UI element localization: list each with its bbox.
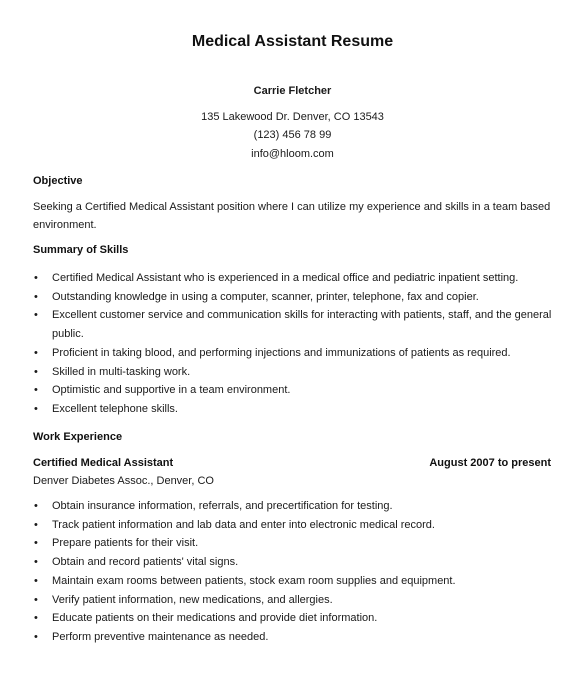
list-item	[33, 381, 553, 400]
list-item-text: Optimistic and supportive in a team environment.	[52, 384, 291, 397]
bullet-icon: •	[34, 500, 38, 512]
bullet-icon: •	[34, 384, 38, 397]
job-title: Certified Medical Assistant	[33, 457, 174, 469]
bullet-icon: •	[34, 346, 38, 359]
list-item	[33, 344, 553, 363]
list-item	[33, 516, 553, 535]
bullet-icon: •	[34, 365, 38, 378]
list-item	[33, 572, 553, 591]
skills-heading: Summary of Skills	[33, 244, 129, 256]
list-item	[33, 497, 553, 516]
list-item-text: Proficient in taking blood, and performing injections and immunizations of patients as required.	[52, 346, 511, 359]
list-item	[33, 628, 553, 647]
document-title: Medical Assistant Resume	[191, 33, 394, 50]
experience-list	[33, 497, 553, 647]
bullet-icon: •	[34, 593, 38, 606]
list-item	[33, 609, 553, 628]
contact-address: 135 Lakewood Dr. Denver, CO 13543	[201, 111, 384, 123]
list-item	[33, 534, 553, 553]
list-item-text: Skilled in multi-tasking work.	[52, 365, 191, 378]
list-item-text: Maintain exam rooms between patients, stock exam room supplies and equipment.	[52, 574, 456, 587]
list-item	[33, 269, 553, 288]
contact-phone: (123) 456 78 99	[253, 129, 332, 141]
company-name: Denver Diabetes Assoc., Denver, CO	[33, 475, 214, 487]
list-item-text: Outstanding knowledge in using a computer, scanner, printer, telephone, fax and copier.	[52, 290, 479, 303]
list-item-text: Perform preventive maintenance as needed.	[52, 630, 269, 643]
list-item-text: Prepare patients for their visit.	[52, 537, 199, 550]
list-item	[33, 363, 553, 382]
list-item	[33, 591, 553, 610]
list-item-text: Excellent customer service and communication skills for interacting with patients, staff, and the general public.	[52, 309, 552, 341]
bullet-icon: •	[34, 290, 38, 303]
bullet-icon: •	[34, 402, 38, 415]
experience-heading: Work Experience	[33, 431, 123, 443]
list-item	[33, 553, 553, 572]
list-item-text: Obtain insurance information, referrals, and precertification for testing.	[52, 500, 393, 512]
objective-text: Seeking a Certified Medical Assistant position where I can utilize my experience and skills in a team based environment.	[33, 201, 551, 231]
bullet-icon: •	[34, 574, 38, 587]
list-item-text: Obtain and record patients' vital signs.	[52, 556, 239, 569]
list-item-text: Track patient information and lab data and enter into electronic medical record.	[52, 518, 435, 531]
contact-email: info@hloom.com	[251, 148, 334, 160]
list-item	[33, 400, 553, 419]
bullet-icon: •	[34, 309, 38, 322]
list-item-text: Excellent telephone skills.	[52, 402, 178, 415]
bullet-icon: •	[34, 612, 38, 625]
bullet-icon: •	[34, 518, 38, 531]
job-dates: August 2007 to present	[429, 457, 551, 469]
list-item-text: Educate patients on their medications and provide diet information.	[52, 612, 378, 625]
bullet-icon: •	[34, 272, 38, 284]
contact-name: Carrie Fletcher	[253, 85, 332, 97]
list-item-text: Certified Medical Assistant who is experienced in a medical office and pediatric inpatient setting.	[52, 272, 519, 284]
list-item-text: Verify patient information, new medications, and allergies.	[52, 593, 333, 606]
job-header	[33, 457, 551, 469]
list-item	[33, 306, 553, 343]
bullet-icon: •	[34, 556, 38, 569]
skills-list	[33, 269, 553, 419]
bullet-icon: •	[34, 537, 38, 550]
bullet-icon: •	[34, 630, 38, 643]
objective-heading: Objective	[33, 175, 83, 187]
list-item	[33, 288, 553, 307]
